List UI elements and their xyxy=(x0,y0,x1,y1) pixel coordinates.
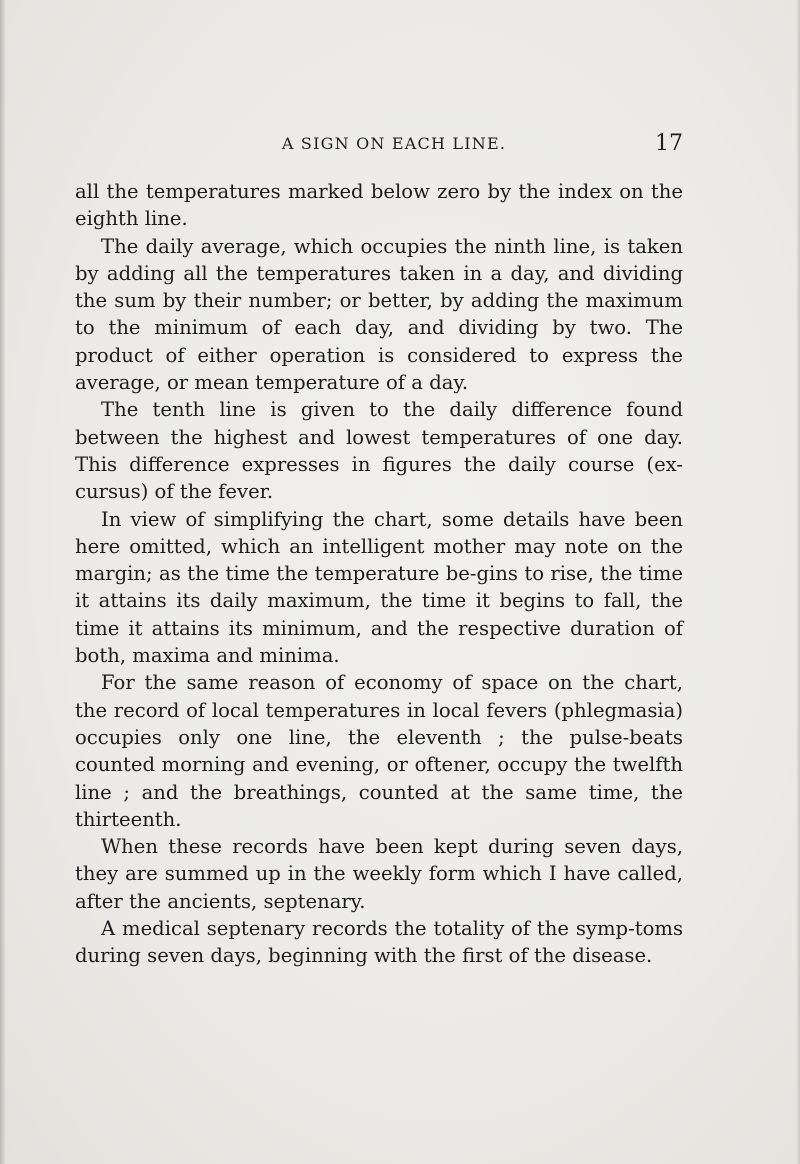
paragraph-omitted-details: In view of simplifying the chart, some details have been here omitted, which an intelligent mother may note on the margin; as the time the temperature be-gins to rise, the time it attains its daily maximum, the time it begins to fall, the time it attains its minimum, and the respective duration of both, maxima and minima. xyxy=(75,507,683,668)
body-text xyxy=(75,178,683,970)
paragraph-continued: all the temperatures marked below zero by the index on the eighth line. xyxy=(75,180,683,231)
paragraph-septenary-summary: When these records have been kept during seven days, they are summed up in the weekly form which I have called, after the ancients, septenary. xyxy=(75,835,683,913)
paragraph-daily-average: The daily average, which occupies the ninth line, is taken by adding all the temperatures taken in a day, and dividing the sum by their number; or better, by adding the maximum to the minimum of each day, and dividing by two. The product of either operation is considered to express the average, or mean temperature of a day. xyxy=(75,234,683,395)
paragraph-daily-difference: The tenth line is given to the daily difference found between the highest and lowest temperatures of one day. This difference expresses in figures the daily course (ex-cursus) of the fever. xyxy=(75,398,683,504)
paragraph-medical-septenary: A medical septenary records the totality of the symp-toms during seven days, beginning with the first of the disease. xyxy=(75,917,683,968)
running-title: A SIGN ON EACH LINE. xyxy=(281,134,507,153)
page-edge-shadow-right xyxy=(796,0,800,1164)
running-header xyxy=(75,131,683,161)
page-number: 17 xyxy=(655,131,683,156)
paragraph-local-temperatures: For the same reason of economy of space on the chart, the record of local temperatures in local fevers (phlegmasia) occupies only one line, the eleventh ; the pulse-beats counted morning and evening, or oftener, occupy the twelfth line ; and the breathings, counted at the same time, the thirteenth. xyxy=(75,671,683,831)
page-edge-shadow-left xyxy=(0,0,6,1164)
